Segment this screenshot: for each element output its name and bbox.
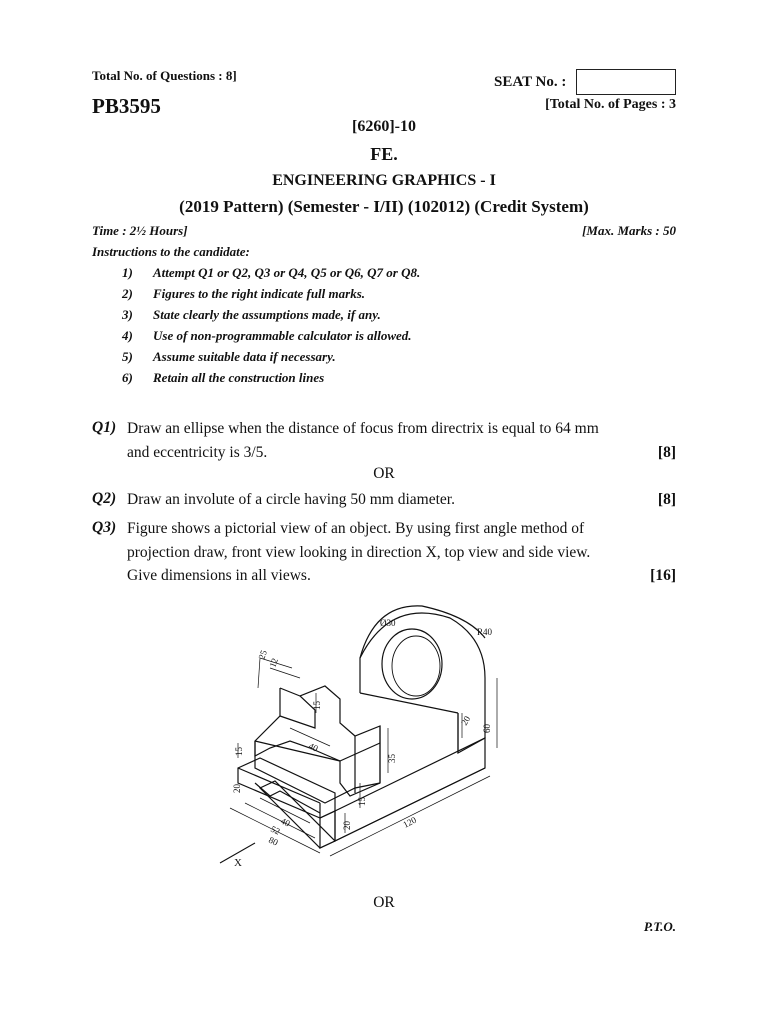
q1-label: Q1) bbox=[92, 419, 117, 436]
dim-15-notch: 15 bbox=[312, 701, 322, 710]
total-pages: [Total No. of Pages : 3 bbox=[545, 97, 676, 112]
dim-12: 12 bbox=[267, 656, 280, 669]
instruction-item: 5) Assume suitable data if necessary. bbox=[122, 349, 336, 364]
q2-marks: [8] bbox=[657, 491, 676, 508]
dimension-lines bbox=[220, 658, 497, 863]
dim-52: 52 bbox=[269, 823, 282, 837]
dim-40-notch: 40 bbox=[307, 740, 320, 754]
instruction-item: 1) Attempt Q1 or Q2, Q3 or Q4, Q5 or Q6, Q7 or Q8. bbox=[122, 265, 421, 280]
dim-hole-diameter: Ø30 bbox=[380, 618, 396, 628]
max-marks: [Max. Marks : 50 bbox=[582, 223, 676, 238]
instructions-heading: Instructions to the candidate: bbox=[92, 244, 250, 259]
dim-20-base: 20 bbox=[342, 821, 352, 830]
total-questions: Total No. of Questions : 8] bbox=[92, 68, 237, 83]
pattern-info: (2019 Pattern) (Semester - I/II) (102012) (Credit System) bbox=[179, 197, 589, 216]
front-step bbox=[238, 758, 335, 818]
base-block bbox=[260, 738, 485, 848]
upright-block bbox=[360, 606, 485, 753]
dim-20-upright: 20 bbox=[459, 714, 473, 727]
seat-number-box[interactable] bbox=[576, 69, 676, 95]
dim-15-base: 15 bbox=[234, 747, 244, 756]
instruction-item: 2) Figures to the right indicate full marks. bbox=[122, 286, 366, 301]
q1-marks: [8] bbox=[657, 443, 676, 461]
pictorial-view-figure bbox=[200, 598, 530, 876]
q3-marks: [16] bbox=[650, 567, 676, 584]
or-separator-bottom: OR bbox=[373, 894, 395, 911]
instruction-item: 3) State clearly the assumptions made, if any. bbox=[122, 307, 381, 322]
q1-text: Draw an ellipse when the distance of focus from directrix is equal to 64 mm and eccentricity is 3/5. [8] bbox=[127, 417, 676, 464]
exam-code: [6260]-10 bbox=[352, 118, 416, 135]
dim-radius: R40 bbox=[477, 627, 493, 637]
dim-35: 35 bbox=[387, 754, 397, 763]
dim-40-front: 40 bbox=[279, 815, 292, 829]
dim-60: 60 bbox=[482, 724, 492, 733]
dim-25: 25 bbox=[256, 648, 269, 661]
dim-20-front: 20 bbox=[232, 784, 242, 793]
exam-time: Time : 2½ Hours] bbox=[92, 223, 188, 238]
q2-text: Draw an involute of a circle having 50 mm diameter. [8] bbox=[127, 488, 676, 512]
view-direction-x: X bbox=[234, 857, 242, 869]
q2-label: Q2) bbox=[92, 490, 117, 507]
dim-120: 120 bbox=[401, 814, 418, 830]
q3-text: Figure shows a pictorial view of an object. By using first angle method of projection draw, front view looking in direction X, top view and side view. Give dimensions in all views. [16] bbox=[127, 517, 676, 588]
q3-label: Q3) bbox=[92, 519, 117, 536]
instruction-item: 4) Use of non-programmable calculator is allowed. bbox=[122, 328, 412, 343]
dim-80: 80 bbox=[267, 834, 280, 848]
instruction-item: 6) Retain all the construction lines bbox=[122, 370, 325, 385]
branch: FE. bbox=[370, 144, 398, 164]
seat-number-label: SEAT No. : bbox=[494, 74, 567, 90]
or-separator: OR bbox=[373, 465, 395, 482]
subject-title: ENGINEERING GRAPHICS - I bbox=[272, 172, 496, 189]
dim-15-step: 15 bbox=[357, 797, 367, 806]
page-turn-over: P.T.O. bbox=[643, 919, 676, 934]
paper-code: PB3595 bbox=[92, 94, 161, 118]
